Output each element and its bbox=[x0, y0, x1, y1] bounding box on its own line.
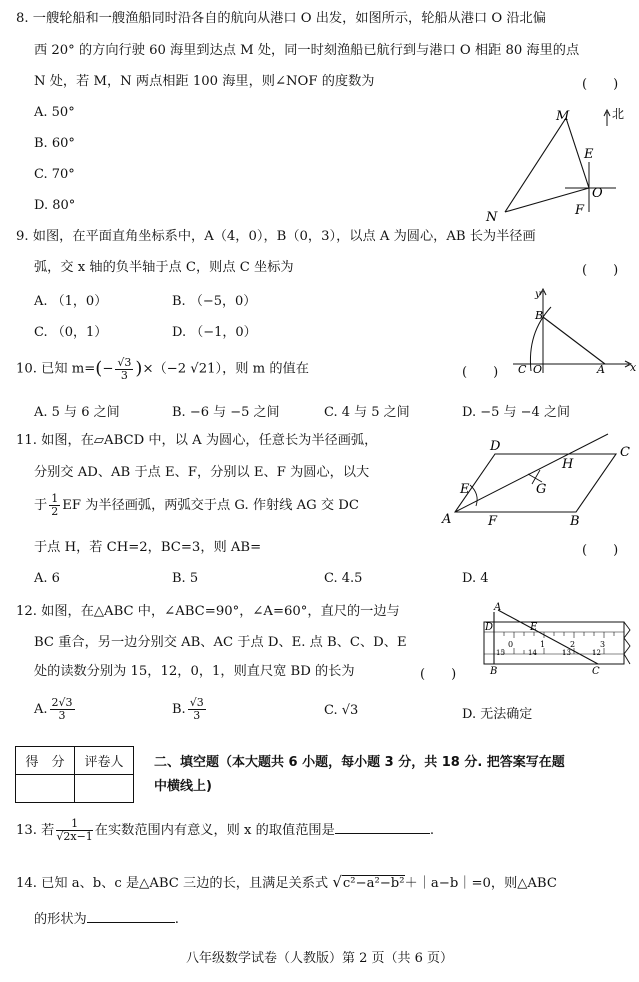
q12-option-c-value: √3 bbox=[341, 703, 359, 718]
q12-tick-15: 15 bbox=[496, 649, 505, 657]
q12-option-b-num: √3 bbox=[189, 696, 204, 709]
q11-fraction-num: 1 bbox=[51, 492, 59, 505]
q14-end: . bbox=[174, 912, 179, 927]
q11-answer-paren: ( ) bbox=[582, 543, 619, 558]
grader-header: 评卷人 bbox=[75, 747, 134, 775]
q11-ray-ag bbox=[455, 434, 608, 512]
q12-option-a bbox=[34, 696, 77, 724]
q9-label-y: y bbox=[535, 289, 541, 300]
score-header: 得 分 bbox=[16, 747, 75, 775]
page-footer: 八年级数学试卷（人教版）第 2 页（共 6 页） bbox=[185, 951, 454, 966]
q8-option-b: B. 60° bbox=[34, 136, 75, 151]
q11-fraction-den: 2 bbox=[51, 505, 59, 518]
q11-label-d: D bbox=[490, 439, 501, 454]
q8-figure bbox=[470, 100, 639, 230]
q12-option-c bbox=[324, 703, 358, 718]
q13-fraction-den: √2x−1 bbox=[56, 830, 93, 843]
q8-text-line1: 8. 一艘轮船和一艘渔船同时沿各自的航向从港口 O 出发，如图所示，轮船从港口 O 沿北偏 bbox=[16, 11, 546, 26]
q14-line1-pre: 14. 已知 a、b、c 是△ABC 三边的长，且满足关系式 bbox=[16, 876, 333, 891]
q14-line1-post: ＋｜a−b｜=0，则△ABC bbox=[404, 876, 557, 891]
q10-fraction-den: 3 bbox=[120, 368, 128, 382]
q9-answer-paren: ( ) bbox=[582, 263, 619, 278]
q11-line3-pre: 于 bbox=[34, 498, 48, 513]
q12-option-d: D. 无法确定 bbox=[462, 707, 533, 722]
q12-tick-2: 2 bbox=[570, 640, 576, 649]
q11-text-line3 bbox=[34, 492, 359, 520]
q11-label-g: G bbox=[536, 482, 547, 497]
q13-end: . bbox=[429, 823, 435, 838]
q12-tick-14: 14 bbox=[528, 649, 537, 657]
q8-answer-paren: ( ) bbox=[582, 77, 619, 92]
q12-text-line1: 12. 如图，在△ABC 中，∠ABC=90°，∠A=60°，直尺的一边与 bbox=[16, 604, 400, 619]
q10-option-a: A. 5 与 6 之间 bbox=[34, 405, 120, 420]
q10-fraction-num: √3 bbox=[117, 355, 132, 369]
q11-option-b: B. 5 bbox=[172, 571, 199, 586]
q12-answer-paren: ( ) bbox=[420, 667, 457, 682]
q9-label-b: B bbox=[535, 309, 544, 322]
score-cell[interactable] bbox=[16, 775, 75, 803]
q12-tick-1: 1 bbox=[540, 640, 546, 649]
q13-fraction bbox=[56, 818, 92, 843]
q12-line-ac bbox=[498, 610, 598, 664]
q9-label-x: x bbox=[630, 361, 637, 374]
q14-line2-text: 的形状为 bbox=[34, 912, 87, 927]
q8-label-f: F bbox=[575, 203, 585, 218]
q12-ruler-break bbox=[624, 622, 630, 664]
q8-label-e: E bbox=[584, 147, 594, 162]
q14-text-line2 bbox=[34, 910, 179, 929]
q12-label-d: D bbox=[485, 622, 494, 633]
q14-answer-blank[interactable] bbox=[87, 910, 175, 923]
q9-option-d: D. （−1，0） bbox=[172, 325, 257, 340]
q11-text-line2: 分别交 AD、AB 于点 E、F，分别以 E、F 为圆心，以大 bbox=[34, 465, 370, 480]
q10-answer-paren: ( ) bbox=[462, 365, 499, 380]
q8-text-line2: 西 20° 的方向行驶 60 海里到达点 M 处，同一时刻渔船已航行到与港口 O 相距 80 海里的点 bbox=[34, 43, 580, 58]
q12-tick-0: 0 bbox=[508, 640, 514, 649]
q9-label-c: C bbox=[518, 363, 527, 376]
q10-text: 10. 已知 m=(− $\frac{√3}{3}$ )×（−2 √21），则 m 的值在 bbox=[16, 355, 309, 382]
q12-text-line2: BC 重合，另一边分别交 AB、AC 于点 D、E. 点 B、C、D、E bbox=[34, 635, 407, 650]
q12-label-a: A bbox=[494, 602, 502, 613]
q12-option-c-label: C. bbox=[324, 703, 338, 718]
section2-title-line2: 中横线上) bbox=[154, 779, 212, 794]
q11-label-e: E bbox=[460, 482, 470, 497]
q8-option-a: A. 50° bbox=[34, 105, 75, 120]
q12-option-b bbox=[172, 696, 208, 724]
grader-cell[interactable] bbox=[75, 775, 134, 803]
q8-label-o: O bbox=[592, 186, 603, 201]
q11-label-h: H bbox=[562, 457, 574, 472]
q11-label-f: F bbox=[488, 514, 498, 529]
q12-option-a-num: 2√3 bbox=[51, 696, 73, 709]
q13-text bbox=[16, 816, 434, 846]
q12-label-c: C bbox=[592, 666, 600, 677]
q9-text-line1: 9. 如图，在平面直角坐标系中，A（4，0），B（0，3），以点 A 为圆心，AB 长为半径画 bbox=[16, 229, 536, 244]
q11-option-a: A. 6 bbox=[34, 571, 60, 586]
q12-option-b-den: 3 bbox=[193, 709, 201, 722]
q11-label-a: A bbox=[442, 512, 452, 527]
q11-option-c: C. 4.5 bbox=[324, 571, 363, 586]
q14-sqrt-expr: c²−a²−b² bbox=[342, 876, 405, 891]
q12-text-line3: 处的读数分别为 15，12，0，1，则直尺宽 BD 的长为 bbox=[34, 664, 355, 679]
q8-label-m: M bbox=[556, 109, 570, 124]
q8-line-mn bbox=[505, 118, 566, 212]
q11-line3-post: EF 为半径画弧，两弧交于点 G. 作射线 AG 交 DC bbox=[62, 498, 359, 513]
q12-tick-13: 13 bbox=[562, 649, 571, 657]
q9-label-o: O bbox=[533, 363, 543, 376]
q9-figure bbox=[505, 285, 639, 377]
q12-figure bbox=[480, 600, 639, 680]
q10-option-c: C. 4 与 5 之间 bbox=[324, 405, 410, 420]
q12-label-b: B bbox=[490, 666, 498, 677]
q8-option-c: C. 70° bbox=[34, 167, 75, 182]
q8-label-n: N bbox=[486, 210, 498, 225]
q9-option-b: B. （−5，0） bbox=[172, 294, 257, 309]
q8-option-d: D. 80° bbox=[34, 198, 76, 213]
q12-option-a-den: 3 bbox=[58, 709, 66, 722]
q9-option-c: C. （0，1） bbox=[34, 325, 108, 340]
q10-rest: ×（−2 √21），则 m 的值在 bbox=[142, 361, 309, 377]
q11-figure bbox=[440, 430, 639, 530]
q11-text-line1: 11. 如图，在▱ABCD 中，以 A 为圆心，任意长为半径画弧， bbox=[16, 433, 378, 448]
q13-answer-blank[interactable] bbox=[335, 821, 430, 834]
q10-fraction bbox=[115, 357, 133, 382]
q9-label-a: A bbox=[597, 363, 605, 376]
q10-option-b: B. −6 与 −5 之间 bbox=[172, 405, 280, 420]
section2-title-line1: 二、填空题（本大题共 6 小题，每小题 3 分，共 18 分. 把答案写在题 bbox=[154, 755, 565, 770]
q9-segment-ab bbox=[543, 317, 605, 364]
q12-option-a-label: A. bbox=[34, 702, 48, 717]
q10-prefix: 10. 已知 m= bbox=[16, 361, 96, 377]
q12-tick-3: 3 bbox=[600, 640, 606, 649]
q8-text-line3: N 处，若 M，N 两点相距 100 海里，则∠NOF 的度数为 bbox=[34, 74, 375, 89]
q13-fraction-num: 1 bbox=[56, 818, 92, 831]
score-table bbox=[15, 746, 134, 803]
q13-body: 在实数范围内有意义，则 x 的取值范围是 bbox=[94, 823, 335, 838]
q10-minus: − bbox=[102, 361, 114, 377]
q11-label-b: B bbox=[570, 514, 580, 529]
q11-half-fraction bbox=[49, 493, 60, 518]
q11-text-line4: 于点 H，若 CH=2，BC=3，则 AB= bbox=[34, 540, 262, 555]
q13-prefix: 13. 若 bbox=[16, 823, 55, 838]
q9-option-a: A. （1，0） bbox=[34, 294, 108, 309]
q11-option-d: D. 4 bbox=[462, 571, 489, 586]
q12-option-b-label: B. bbox=[172, 702, 186, 717]
q14-text-line1: 14. 已知 a、b、c 是△ABC 三边的长，且满足关系式 √c²−a²−b²＋｜a−b｜=0，则△ABC bbox=[16, 873, 557, 891]
q8-label-north: 北 bbox=[612, 107, 625, 121]
q12-label-e: E bbox=[530, 622, 538, 633]
q9-text-line2: 弧，交 x 轴的负半轴于点 C，则点 C 坐标为 bbox=[34, 260, 294, 275]
q10-option-d: D. −5 与 −4 之间 bbox=[462, 405, 570, 420]
q12-tick-12: 12 bbox=[592, 649, 601, 657]
q11-label-c: C bbox=[620, 445, 630, 460]
